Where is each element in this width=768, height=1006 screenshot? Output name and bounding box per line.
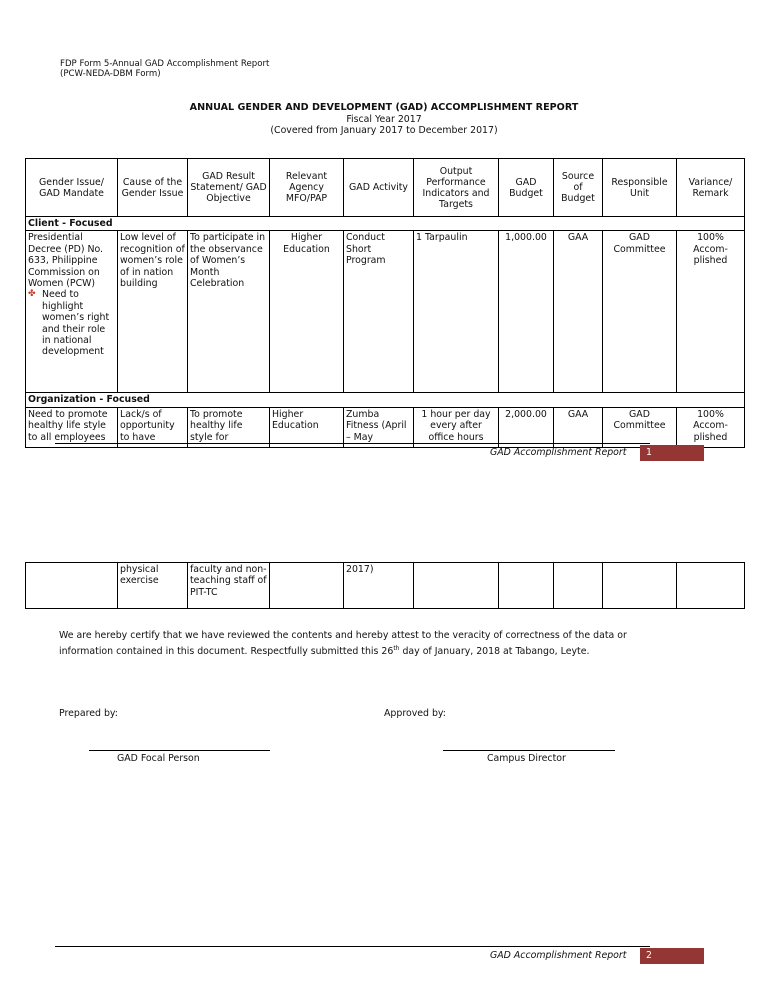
cell-agency-mfo: Higher Education xyxy=(270,231,344,393)
cell-result-statement: To participate in the observance of Women’s Month Celebration xyxy=(188,231,270,393)
cell-budget: 1,000.00 xyxy=(499,231,554,393)
certification-text-a: information contained in this document. Respectfully submitted this 26 xyxy=(59,646,394,658)
cell-remark: 100% Accom-plished xyxy=(677,407,745,447)
header-gender-issue: Gender Issue/ GAD Mandate xyxy=(26,159,118,217)
prepared-signature-line xyxy=(89,750,270,751)
issue-bullet-text: Need to highlight women’s right and their role in national development xyxy=(42,289,110,358)
cell-gender-issue xyxy=(26,563,118,609)
section-organization-focused: Organization - Focused xyxy=(26,393,745,407)
cell-cause: physical exercise xyxy=(118,563,188,609)
cell-gender-issue xyxy=(26,231,118,393)
table-row xyxy=(26,563,745,609)
cell-cause: Low level of recognition of women’s role of in nation building xyxy=(118,231,188,393)
page-number-badge: 1 xyxy=(640,445,704,461)
coverage-period: (Covered from January 2017 to December 2017) xyxy=(270,125,498,136)
cell-budget: 2,000.00 xyxy=(499,407,554,447)
page-footer-label: GAD Accomplishment Report xyxy=(490,447,627,458)
cell-source: GAA xyxy=(554,231,603,393)
cell-agency-mfo: Higher Education xyxy=(270,407,344,447)
date-ordinal-suffix: th xyxy=(393,645,400,652)
header-responsible-unit: Responsible Unit xyxy=(603,159,677,217)
certification-line-1: We are hereby certify that we have reviewed the contents and hereby attest to the veracity of correctness of the data or xyxy=(59,630,627,641)
header-cause: Cause of the Gender Issue xyxy=(118,159,188,217)
cell-gender-issue: Need to promote healthy life style to all employees xyxy=(26,407,118,447)
cell-result-statement: faculty and non-teaching staff of PIT-TC xyxy=(188,563,270,609)
report-title: ANNUAL GENDER AND DEVELOPMENT (GAD) ACCOMPLISHMENT REPORT xyxy=(189,102,579,113)
fiscal-year: Fiscal Year 2017 xyxy=(346,114,422,125)
cell-cause: Lack/s of opportunity to have xyxy=(118,407,188,447)
section-row-client xyxy=(26,217,745,231)
section-client-focused: Client - Focused xyxy=(26,217,745,231)
cell-source: GAA xyxy=(554,407,603,447)
page-footer-label: GAD Accomplishment Report xyxy=(490,950,627,961)
cell-agency-mfo xyxy=(270,563,344,609)
table-row xyxy=(26,407,745,447)
certification-text-b: day of January, 2018 at Tabango, Leyte. xyxy=(399,646,590,658)
cell-responsible-unit: GAD Committee xyxy=(603,407,677,447)
cell-source xyxy=(554,563,603,609)
header-gad-activity: GAD Activity xyxy=(344,159,414,217)
table-header-row xyxy=(26,159,745,217)
approved-by-label: Approved by: xyxy=(384,708,446,719)
page-number-badge: 2 xyxy=(640,948,704,964)
form-code: FDP Form 5-Annual GAD Accomplishment Report xyxy=(60,59,270,69)
cell-remark xyxy=(677,563,745,609)
cell-gad-activity: 2017) xyxy=(344,563,414,609)
form-agencies: (PCW-NEDA-DBM Form) xyxy=(60,69,161,79)
header-agency-mfo: Relevant Agency MFO/PAP xyxy=(270,159,344,217)
page-footer-rule xyxy=(55,946,650,947)
cell-output: 1 hour per day every after office hours xyxy=(414,407,499,447)
cell-remark: 100% Accom-plished xyxy=(677,231,745,393)
cell-output xyxy=(414,563,499,609)
cell-responsible-unit: GAD Committee xyxy=(603,231,677,393)
cell-responsible-unit xyxy=(603,563,677,609)
cell-gad-activity: Conduct Short Program xyxy=(344,231,414,393)
gad-report-table xyxy=(25,158,745,448)
header-variance-remark: Variance/ Remark xyxy=(677,159,745,217)
issue-bullet xyxy=(28,289,115,357)
table-row xyxy=(26,231,745,393)
header-gad-budget: GAD Budget xyxy=(499,159,554,217)
approved-role: Campus Director xyxy=(487,753,566,764)
cell-result-statement: To promote healthy life style for xyxy=(188,407,270,447)
cell-gad-activity: Zumba Fitness (April – May xyxy=(344,407,414,447)
arrow-bullet-icon: ✤ xyxy=(28,289,36,300)
header-output-indicators: Output Performance Indicators and Targets xyxy=(414,159,499,217)
section-row-organization xyxy=(26,393,745,407)
issue-text: Presidential Decree (PD) No. 633, Philippine Commission on Women (PCW) xyxy=(28,232,104,290)
page-footer-rule xyxy=(55,443,650,444)
cell-output: 1 Tarpaulin xyxy=(414,231,499,393)
approved-signature-line xyxy=(443,750,615,751)
certification-line-2 xyxy=(59,642,589,658)
prepared-by-label: Prepared by: xyxy=(59,708,118,719)
gad-report-table-continued xyxy=(25,562,745,609)
header-result-statement: GAD Result Statement/ GAD Objective xyxy=(188,159,270,217)
header-source-budget: Source of Budget xyxy=(554,159,603,217)
cell-budget xyxy=(499,563,554,609)
prepared-role: GAD Focal Person xyxy=(117,753,200,764)
